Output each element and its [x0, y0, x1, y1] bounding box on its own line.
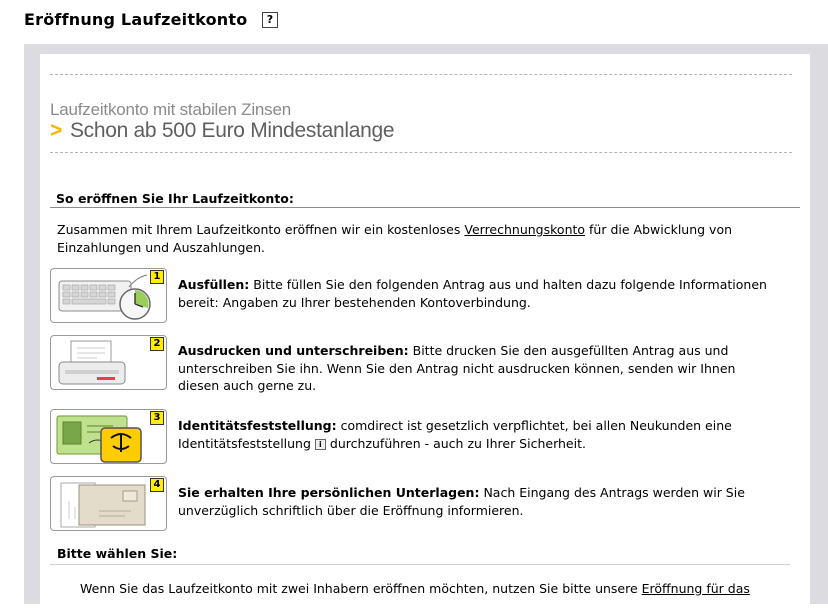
step-number-badge: 3 [150, 411, 164, 425]
step-1-title: Ausfüllen: [178, 277, 250, 292]
choose-text [80, 581, 750, 596]
choose-rule [50, 564, 790, 565]
choose-text-before: Wenn Sie das Laufzeitkonto mit zwei Inhabern eröffnen möchten, nutzen Sie bitte unsere [80, 581, 642, 596]
step-3-illustration [50, 409, 167, 464]
intro-text-after: für die Abwicklung von Einzahlungen und Auszahlungen. [57, 222, 733, 255]
step-4-title: Sie erhalten Ihre persönlichen Unterlagen: [178, 485, 480, 500]
step-4-description: Nach Eingang des Antrags werden wir Sie unverzüglich schriftlich über die Eröffnung informieren. [178, 485, 745, 518]
choose-heading: Bitte wählen Sie: [57, 546, 178, 561]
section-rule [50, 207, 800, 208]
step-2-text [178, 342, 778, 395]
step-number-badge: 2 [150, 337, 164, 351]
step-1-description: Bitte füllen Sie den folgenden Antrag aus und halten dazu folgende Informationen bereit: Angaben zu Ihrer bestehenden Kontoverbindung. [178, 277, 767, 310]
step-3-description-after: durchzuführen - auch zu Ihrer Sicherheit. [329, 435, 586, 451]
hero-headline-text: Schon ab 500 Euro Mindestanlange [69, 119, 395, 142]
step-number-badge: 1 [150, 270, 164, 284]
step-2-illustration [50, 335, 167, 390]
section-heading: So eröffnen Sie Ihr Laufzeitkonto: [56, 191, 294, 206]
info-icon[interactable]: i [315, 439, 326, 450]
page-title: Eröffnung Laufzeitkonto [24, 10, 248, 29]
joint-account-link[interactable]: Eröffnung für das [641, 581, 750, 596]
step-3-text [178, 417, 778, 452]
help-icon[interactable]: ? [262, 12, 278, 28]
step-1-illustration [50, 268, 167, 323]
step-1-text [178, 276, 778, 311]
step-3-title: Identitätsfeststellung: [178, 418, 337, 433]
dashed-divider [50, 152, 792, 153]
dashed-divider [50, 74, 792, 75]
hero-subtitle: Laufzeitkonto mit stabilen Zinsen [50, 100, 291, 119]
intro-text-before: Zusammen mit Ihrem Laufzeitkonto eröffnen wir ein kostenloses [57, 222, 465, 237]
chevron-right-icon: > [50, 119, 62, 142]
verrechnungskonto-link[interactable]: Verrechnungskonto [464, 222, 586, 237]
step-3-description-before: comdirect ist gesetzlich verpflichtet, bei allen Neukunden eine Identitätsfeststellung [178, 418, 732, 451]
step-2-title: Ausdrucken und unterschreiben: [178, 343, 409, 358]
step-2-description: Bitte drucken Sie den ausgefüllten Antrag aus und unterschreiben Sie ihn. Wenn Sie den Antrag nicht ausdrucken können, senden wir Ihnen diesen auch gerne zu. [178, 343, 736, 393]
hero-headline [50, 119, 394, 143]
step-4-illustration [50, 476, 167, 531]
step-4-text [178, 484, 778, 519]
step-number-badge: 4 [150, 478, 164, 492]
intro-text [57, 221, 797, 257]
